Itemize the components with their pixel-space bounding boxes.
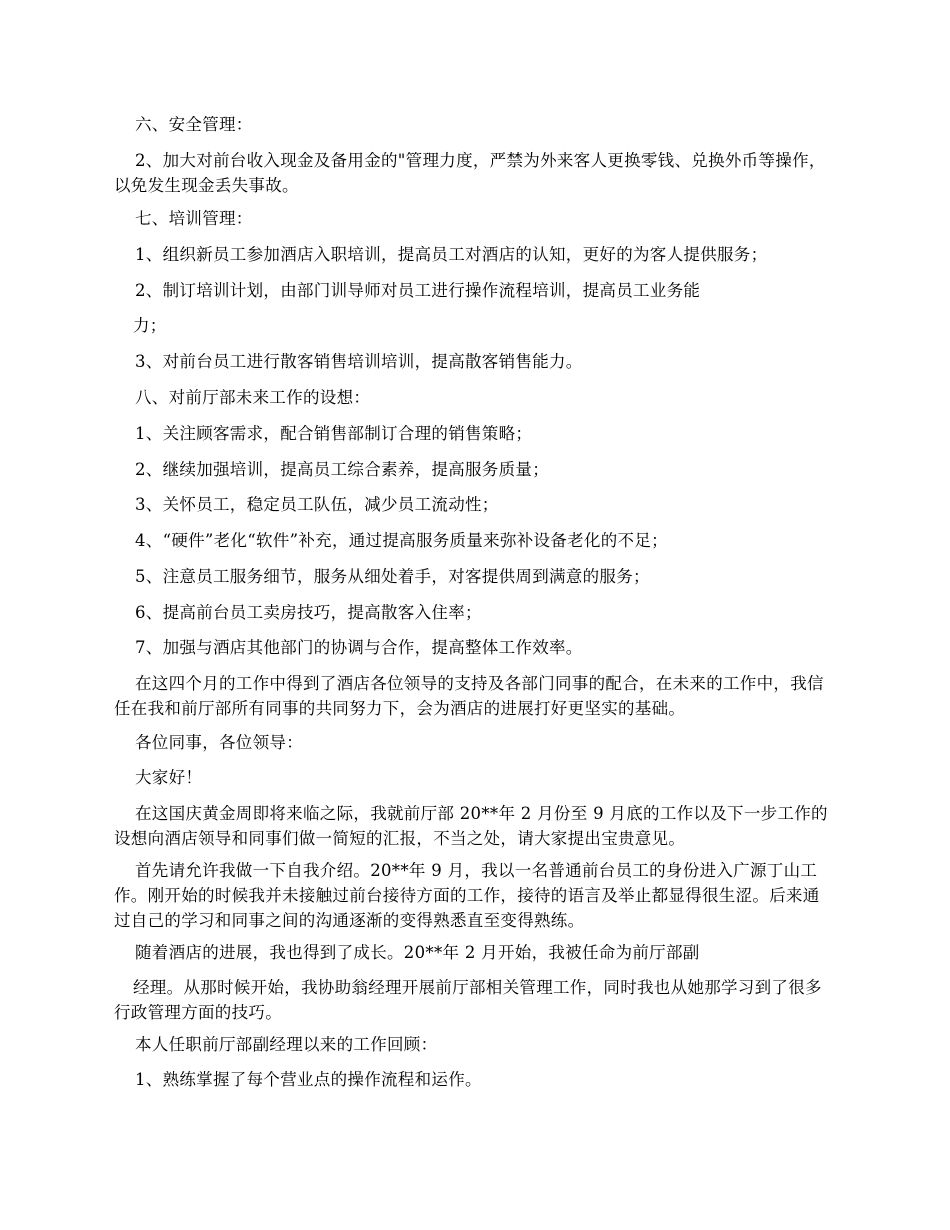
paragraph: 本人任职前厅部副经理以来的工作回顾： (135, 1035, 438, 1054)
section-heading-training: 七、培训管理： (135, 209, 253, 228)
paragraph: 6、提高前台员工卖房技巧，提高散客入住率； (135, 603, 482, 622)
paragraph: 随着酒店的进展，我也得到了成长。20**年 2 月开始，我被任命为前厅部副 (135, 943, 700, 962)
paragraph: 力； (133, 316, 167, 335)
paragraph: 2、继续加强培训，提高员工综合素养，提高服务质量； (135, 460, 549, 479)
paragraph: 5、注意员工服务细节，服务从细处着手，对客提供周到满意的服务； (135, 567, 650, 586)
paragraph: 1、组织新员工参加酒店入职培训，提高员工对酒店的认知，更好的为客人提供服务； (135, 245, 768, 264)
paragraph: 3、关怀员工，稳定员工队伍，减少员工流动性； (135, 495, 499, 514)
paragraph: 2、制订培训计划，由部门训导师对员工进行操作流程培训，提高员工业务能 (135, 281, 701, 300)
paragraph: 1、关注顾客需求，配合销售部制订合理的销售策略； (135, 424, 533, 443)
paragraph: 7、加强与酒店其他部门的协调与合作，提高整体工作效率。 (135, 638, 583, 657)
section-heading-future: 八、对前厅部未来工作的设想： (135, 388, 371, 407)
section-heading-security: 六、安全管理： (135, 115, 253, 134)
paragraph: 4、“硬件”老化“软件”补充，通过提高服务质量来弥补设备老化的不足； (135, 531, 668, 550)
paragraph: 3、对前台员工进行散客销售培训培训，提高散客销售能力。 (135, 352, 583, 371)
paragraph: 1、熟练掌握了每个营业点的操作流程和运作。 (135, 1070, 482, 1089)
paragraph: 2、加大对前台收入现金及备用金的"管理力度，严禁为外来客人更换零钱、兑换外币等操作，以免发生现金丢失事故。 (114, 151, 826, 195)
greeting: 大家好！ (135, 768, 203, 787)
paragraph: 经理。从那时候开始，我协助翁经理开展前厅部相关管理工作，同时我也从她那学习到了很多行政管理方面的技巧。 (114, 978, 822, 1022)
paragraph: 首先请允许我做一下自我介绍。20**年 9 月，我以一名普通前台员工的身份进入广源丁山工作。刚开始的时候我并未接触过前台接待方面的工作，接待的语言及举止都显得很生涩。后来通过自己的学习和同事之间的沟通逐渐的变得熟悉直至变得熟练。 (114, 861, 820, 930)
greeting: 各位同事，各位领导： (135, 733, 303, 752)
paragraph: 在这四个月的工作中得到了酒店各位领导的支持及各部门同事的配合，在未来的工作中，我信任在我和前厅部所有同事的共同努力下，会为酒店的进展打好更坚实的基础。 (114, 674, 824, 718)
paragraph: 在这国庆黄金周即将来临之际，我就前厅部 20**年 2 月份至 9 月底的工作以及下一步工作的设想向酒店领导和同事们做一简短的汇报，不当之处，请大家提出宝贵意见。 (114, 804, 828, 848)
